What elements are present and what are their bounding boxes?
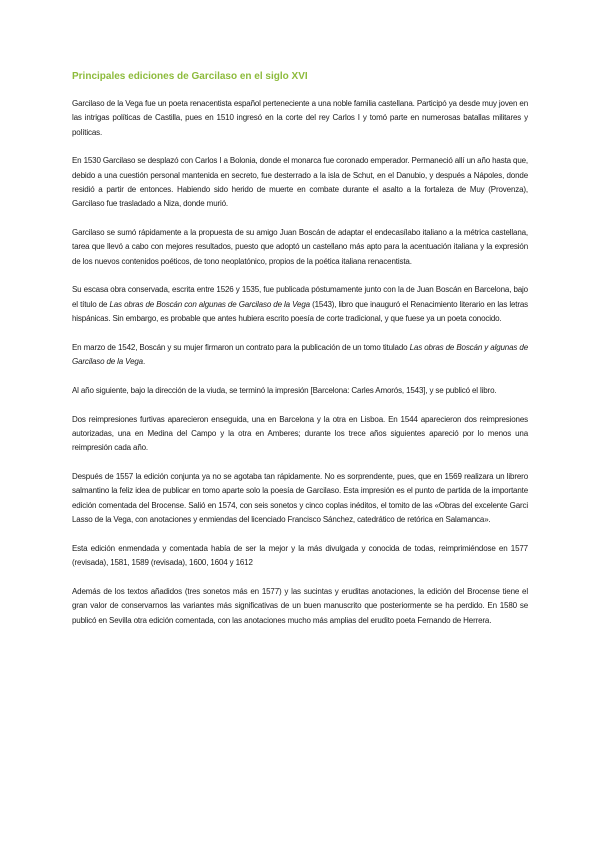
body-paragraph (72, 341, 528, 370)
paragraph-text: Dos reimpresiones furtivas aparecieron enseguida, una en Barcelona y la otra en Lisboa. En 1544 aparecieron dos reimpresiones autorizadas, una en Medina del Campo y la otra en Amberes; durante los trece años siguientes apareció por lo menos una reimpresión cada año. (72, 414, 528, 453)
paragraph-text: Garcilaso se sumó rápidamente a la propuesta de su amigo Juan Boscán de adaptar el endecasílabo italiano a la métrica castellana, tarea que llevó a cabo con mejores resultados, puesto que adoptó un castellano más apto para la acentuación italiana y la expresión de los nuevos contenidos poéticos, de tono neoplatónico, propios de la poética italiana renacentista. (72, 228, 528, 266)
body-paragraph (72, 384, 528, 398)
body-paragraph (72, 413, 528, 456)
italic-title-text: Las obras de Boscán con algunas de Garcilaso de la Vega (109, 299, 310, 309)
paragraph-text: Al año siguiente, bajo la dirección de la viuda, se terminó la impresión [Barcelona: Carles Amorós, 1543], y se publicó el libro. (72, 385, 497, 395)
document-body (72, 70, 528, 642)
body-paragraph (72, 283, 528, 326)
body-paragraph (72, 97, 528, 140)
paragraph-text: (1543), libro que inauguró el Renacimiento literario en las letras hispánicas. Sin embargo, es probable que antes hubiera escrito poesía de corte tradicional, y que fuese ya un poeta conocido. (72, 299, 529, 324)
body-paragraph (72, 542, 528, 571)
paragraph-list (72, 97, 528, 628)
body-paragraph (72, 585, 528, 628)
paragraph-text: . (142, 357, 146, 367)
paragraph-text: Esta edición enmendada y comentada había de ser la mejor y la más divulgada y conocida de todas, reimprimiéndose en 1577 (revisada), 1581, 1589 (revisada), 1600, 1604 y 1612 (72, 543, 528, 568)
document-title: Principales ediciones de Garcilaso en el siglo XVI (72, 71, 308, 82)
italic-title-text: Las obras de Boscán y algunas de Garcilaso de la Vega (72, 342, 528, 367)
paragraph-text: Garcilaso de la Vega fue un poeta renacentista español perteneciente a una noble familia castellana. Participó ya desde muy joven en las intrigas políticas de Castilla, pues en 1510 ingresó en la corte del rey Carlos I y tomó parte en numerosas batallas militares y políticas. (72, 99, 528, 137)
paragraph-text: En marzo de 1542, Boscán y su mujer firmaron un contrato para la publicación de un tomo titulado (72, 342, 410, 352)
body-paragraph (72, 226, 528, 269)
paragraph-text: Además de los textos añadidos (tres sonetos más en 1577) y las sucintas y eruditas anotaciones, la edición del Brocense tiene el gran valor de conservarnos las variantes más significativas de un buen manuscrito que posteriormente se ha perdido. En 1580 se publicó en Sevilla otra edición comentada, con las anotaciones mucho más amplias del erudito poeta Fernando de Herrera. (72, 586, 528, 625)
body-paragraph (72, 154, 528, 211)
paragraph-text: Su escasa obra conservada, escrita entre 1526 y 1535, fue publicada póstumamente junto con la de Juan Boscán en Barcelona, bajo el título de (72, 285, 528, 309)
body-paragraph (72, 470, 528, 527)
paragraph-text: Después de 1557 la edición conjunta ya no se agotaba tan rápidamente. No es sorprendente, pues, que en 1569 realizara un librero salmantino la feliz idea de publicar en tomo aparte solo la poesía de Garcilaso. Esta impresión es el punto de partida de la importante edición comentada del Brocense. Salió en 1574, con seis sonetos y cinco coplas inéditos, el tomito de las «Obras del excelente Garci Lasso de la Vega, con anotaciones y enmiendas del licenciado Francisco Sánchez, catedrático de retórica en Salamanca». (72, 472, 528, 525)
paragraph-text: En 1530 Garcilaso se desplazó con Carlos I a Bolonia, donde el monarca fue coronado emperador. Permaneció allí un año hasta que, debido a una cuestión personal mantenida en secreto, fue desterrado a la isla de Schut, en el Danubio, y después a Nápoles, donde residió a partir de entonces. Habiendo sido herido de muerte en combate durante el asalto a la fortaleza de Muy (Provenza), Garcilaso fue trasladado a Niza, donde murió. (72, 156, 528, 209)
